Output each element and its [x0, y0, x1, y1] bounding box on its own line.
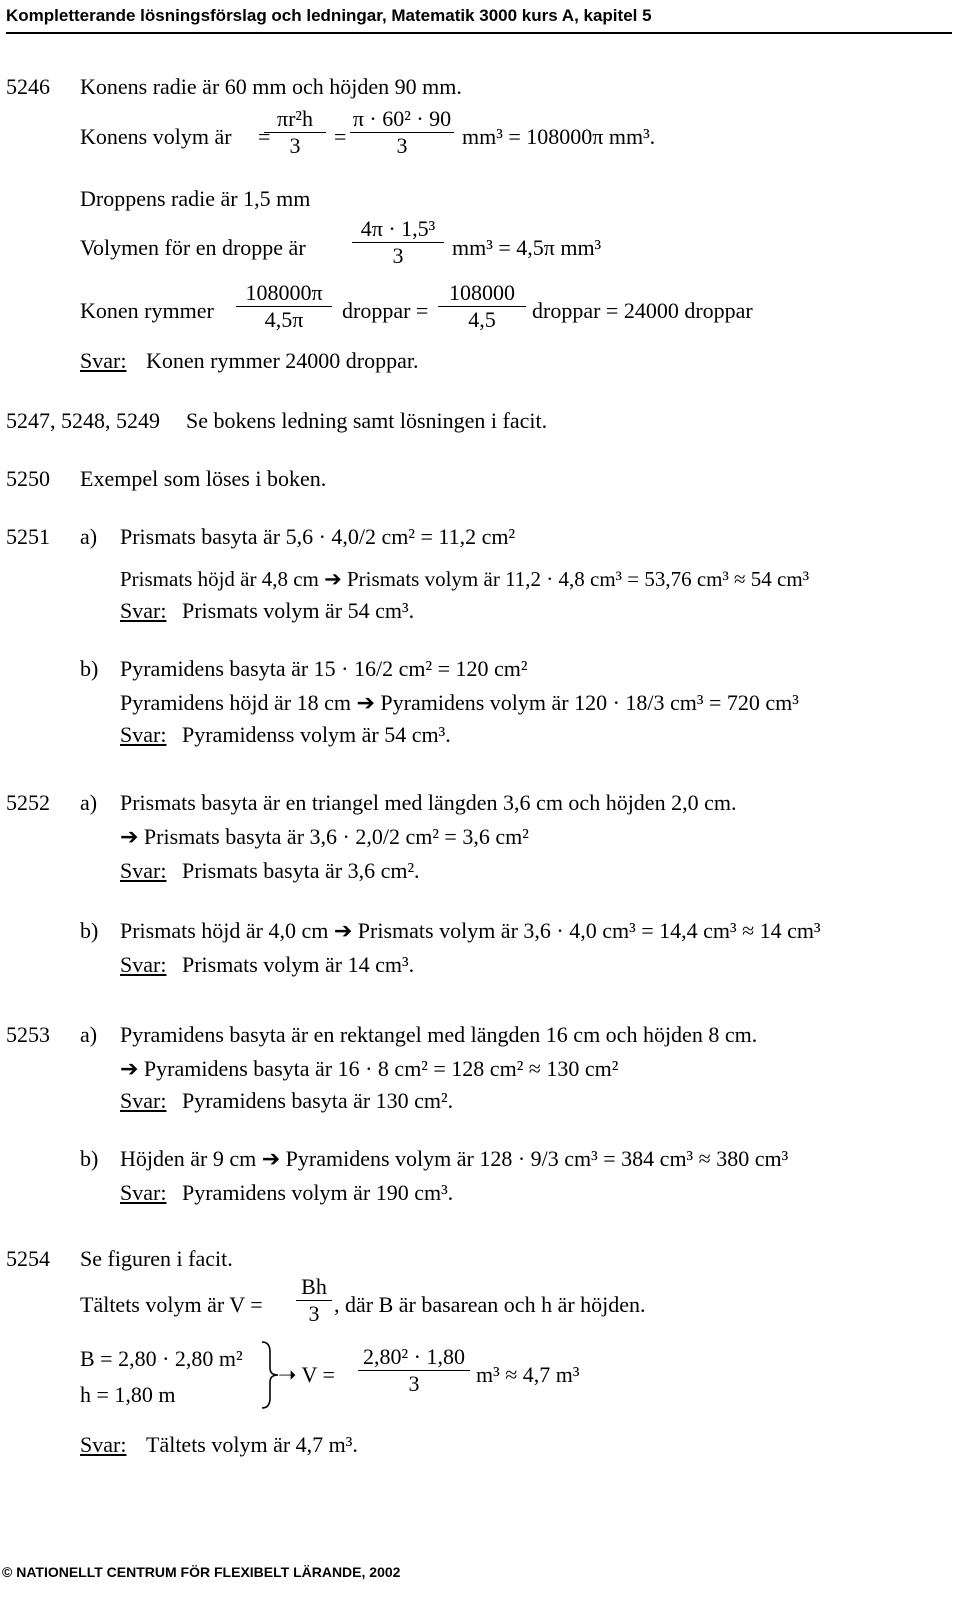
denominator: 4,5: [468, 307, 496, 332]
equals-sign: =: [258, 124, 271, 149]
svar-label: Svar:: [120, 598, 167, 623]
text-line: Höjden är 9 cm ➔ Pyramidens volym är 128 · 9/3 cm³ = 384 cm³ ≈ 380 cm³: [120, 1146, 789, 1171]
svar-label: Svar:: [80, 1432, 127, 1457]
text-line: Konens volym är: [80, 124, 232, 149]
text-line: ➝ V =: [278, 1362, 335, 1387]
part-label: a): [80, 524, 98, 549]
svar-label: Svar:: [120, 722, 167, 747]
text-line: Konen rymmer: [80, 298, 214, 323]
text-line: Prismats höjd är 4,0 cm ➔ Prismats volym är 3,6 · 4,0 cm³ = 14,4 cm³ ≈ 14 cm³: [120, 918, 821, 943]
denominator: 3: [408, 1371, 420, 1396]
text-line: Prismats basyta är 5,6 · 4,0/2 cm² = 11,2 cm²: [120, 524, 516, 549]
text-line: Se bokens ledning samt lösningen i facit.: [186, 408, 548, 433]
problem-number: 5250: [6, 466, 50, 491]
numerator: 2,80² · 1,80: [363, 1344, 465, 1369]
numerator: 108000π: [245, 280, 323, 305]
fraction: [438, 280, 526, 333]
svar-label: Svar:: [120, 1180, 167, 1205]
svar-text: Konen rymmer 24000 droppar.: [146, 348, 419, 373]
fraction: [264, 106, 326, 159]
curly-brace-icon: [258, 1340, 280, 1410]
numerator: π · 60² · 90: [352, 106, 452, 131]
text-line: Droppens radie är 1,5 mm: [80, 186, 311, 211]
denominator: 3: [392, 243, 404, 268]
text-line: ➔ Prismats basyta är 3,6 · 2,0/2 cm² = 3,6 cm²: [120, 824, 529, 849]
fraction: [358, 1344, 470, 1397]
page-footer: © NATIONELLT CENTRUM FÖR FLEXIBELT LÄRANDE, 2002: [2, 1564, 401, 1580]
equals-sign: =: [334, 124, 347, 149]
fraction: [352, 216, 444, 269]
unit: mm³: [462, 124, 509, 149]
problem-number: 5246: [6, 74, 50, 99]
text-line: Exempel som löses i boken.: [80, 466, 327, 491]
text-line: Pyramidens basyta är 15 · 16/2 cm² = 120 cm²: [120, 656, 528, 681]
text-line: ➔ Pyramidens basyta är 16 · 8 cm² = 128 cm² ≈ 130 cm²: [120, 1056, 619, 1081]
text-line: Pyramidens höjd är 18 cm ➔ Pyramidens volym är 120 · 18/3 cm³ = 720 cm³: [120, 690, 799, 715]
part-label: b): [80, 1146, 99, 1171]
text-line: Konens radie är 60 mm och höjden 90 mm.: [80, 74, 462, 99]
page-header: Kompletterande lösningsförslag och ledningar, Matematik 3000 kurs A, kapitel 5: [6, 2, 952, 34]
part-label: a): [80, 790, 98, 815]
fraction: [296, 1274, 332, 1327]
text-line: Tältets volym är V =: [80, 1292, 263, 1317]
part-label: a): [80, 1022, 98, 1047]
text-line: droppar =: [342, 298, 429, 323]
svar-label: Svar:: [120, 952, 167, 977]
denominator: 3: [396, 133, 408, 158]
numerator: πr²h: [276, 106, 314, 131]
svar-label: Svar:: [120, 858, 167, 883]
numerator: Bh: [301, 1274, 327, 1299]
part-label: b): [80, 918, 99, 943]
result: = 108000π mm³.: [508, 124, 656, 149]
text-line: B = 2,80 · 2,80 m²: [80, 1346, 243, 1371]
problem-number: 5247, 5248, 5249: [6, 408, 160, 433]
problem-number: 5252: [6, 790, 50, 815]
fraction: [350, 106, 454, 159]
text-line: , där B är basarean och h är höjden.: [334, 1292, 646, 1317]
svar-text: Tältets volym är 4,7 m³.: [146, 1432, 358, 1457]
problem-number: 5253: [6, 1022, 50, 1047]
text-line: Volymen för en droppe är: [80, 235, 306, 260]
numerator: 108000: [449, 280, 515, 305]
svar-text: Prismats volym är 14 cm³.: [182, 952, 415, 977]
text-line: Pyramidens basyta är en rektangel med längden 16 cm och höjden 8 cm.: [120, 1022, 758, 1047]
numerator: 4π · 1,5³: [360, 216, 436, 241]
svar-text: Pyramidens volym är 190 cm³.: [182, 1180, 454, 1205]
text-line: Prismats höjd är 4,8 cm ➔ Prismats volym är 11,2 · 4,8 cm³ = 53,76 cm³ ≈ 54 cm³: [120, 567, 810, 591]
svar-label: Svar:: [80, 348, 127, 373]
problem-number: 5251: [6, 524, 50, 549]
svar-label: Svar:: [120, 1088, 167, 1113]
text-line: [462, 124, 655, 150]
problem-number: 5254: [6, 1246, 50, 1271]
text-line: Se figuren i facit.: [80, 1246, 233, 1271]
text-line: mm³ = 4,5π mm³: [452, 235, 602, 260]
text-line: Prismats basyta är en triangel med längden 3,6 cm och höjden 2,0 cm.: [120, 790, 737, 815]
svar-text: Pyramidens basyta är 130 cm².: [182, 1088, 454, 1113]
fraction: [236, 280, 332, 333]
denominator: 3: [289, 133, 301, 158]
denominator: 4,5π: [264, 307, 304, 332]
svar-text: Prismats volym är 54 cm³.: [182, 598, 415, 623]
text-line: h = 1,80 m: [80, 1382, 176, 1407]
svar-text: Prismats basyta är 3,6 cm².: [182, 858, 420, 883]
part-label: b): [80, 656, 99, 681]
text-line: m³ ≈ 4,7 m³: [476, 1362, 580, 1387]
denominator: 3: [308, 1301, 320, 1326]
text-line: droppar = 24000 droppar: [532, 298, 753, 323]
svar-text: Pyramidenss volym är 54 cm³.: [182, 722, 451, 747]
